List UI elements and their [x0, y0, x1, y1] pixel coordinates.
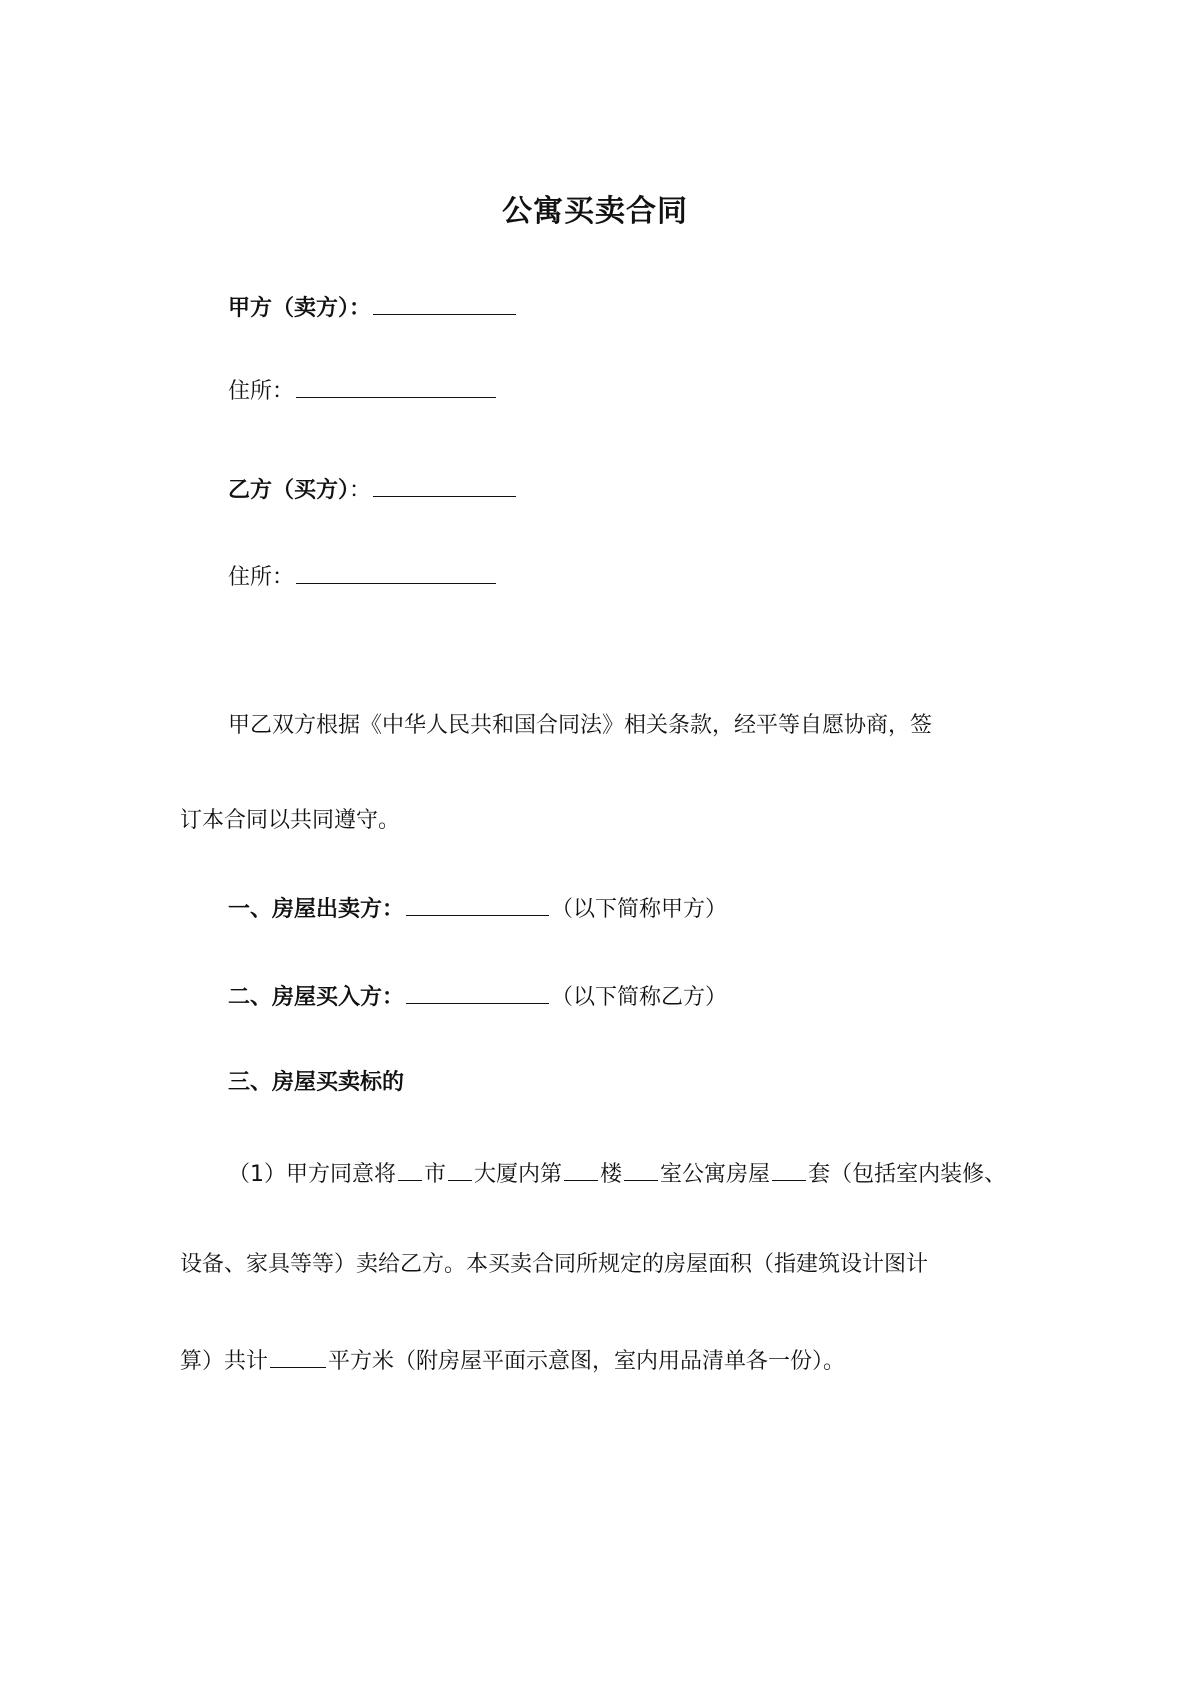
floor-blank[interactable] — [564, 1158, 598, 1181]
party-b-line — [228, 474, 518, 506]
section-1-line — [228, 893, 727, 925]
party-a-address-label: 住所： — [228, 379, 295, 404]
unit-count-blank[interactable] — [772, 1158, 806, 1181]
clause-1-text-a: （1）甲方同意将 — [228, 1162, 396, 1187]
building-blank[interactable] — [448, 1158, 472, 1181]
party-b-name-blank[interactable] — [373, 474, 516, 497]
buyer-name-blank[interactable] — [406, 981, 549, 1004]
preamble-line-2: 订本合同以共同遵守。 — [180, 808, 401, 833]
party-a-address-blank[interactable] — [296, 375, 496, 398]
party-a-address-line — [228, 375, 498, 407]
party-b-address-blank[interactable] — [296, 561, 496, 584]
party-b-address-line — [228, 561, 498, 593]
clause-1-text-c: 大厦内第 — [474, 1162, 563, 1187]
clause-1-line-3 — [180, 1345, 845, 1377]
clause-1-text-h: 平方米（附房屋平面示意图，室内用品清单各一份）。 — [328, 1349, 846, 1374]
section-3-heading: 三、房屋买卖标的 — [228, 1070, 405, 1095]
section-2-line — [228, 981, 727, 1013]
city-blank[interactable] — [398, 1158, 422, 1181]
clause-1-text-b: 市 — [424, 1162, 447, 1187]
section-1-suffix: （以下简称甲方） — [551, 897, 728, 922]
party-a-label: 甲方（卖方）： — [228, 296, 372, 321]
document-title: 公寓买卖合同 — [502, 194, 688, 229]
area-blank[interactable] — [270, 1345, 326, 1368]
party-b-colon: ： — [349, 478, 372, 503]
party-b-label: 乙方（买方） — [228, 478, 350, 503]
clause-1-text-e: 室公寓房屋 — [660, 1162, 771, 1187]
clause-1-line-2: 设备、家具等等）卖给乙方。本买卖合同所规定的房屋面积（指建筑设计图计 — [180, 1252, 929, 1277]
party-b-address-label: 住所： — [228, 565, 295, 590]
clause-1-text-g: 算）共计 — [180, 1349, 269, 1374]
clause-1-text-d: 楼 — [600, 1162, 623, 1187]
section-2-suffix: （以下简称乙方） — [551, 985, 728, 1010]
room-blank[interactable] — [624, 1158, 658, 1181]
section-2-label: 二、房屋买入方： — [228, 985, 405, 1010]
party-a-line — [228, 292, 518, 324]
clause-1-line-1 — [228, 1158, 1006, 1190]
clause-1-text-f: 套（包括室内装修、 — [808, 1162, 1007, 1187]
section-1-label: 一、房屋出卖方： — [228, 897, 405, 922]
party-a-name-blank[interactable] — [373, 292, 516, 315]
preamble-line-1: 甲乙双方根据《中华人民共和国合同法》相关条款，经平等自愿协商，签 — [228, 713, 933, 738]
seller-name-blank[interactable] — [406, 893, 549, 916]
